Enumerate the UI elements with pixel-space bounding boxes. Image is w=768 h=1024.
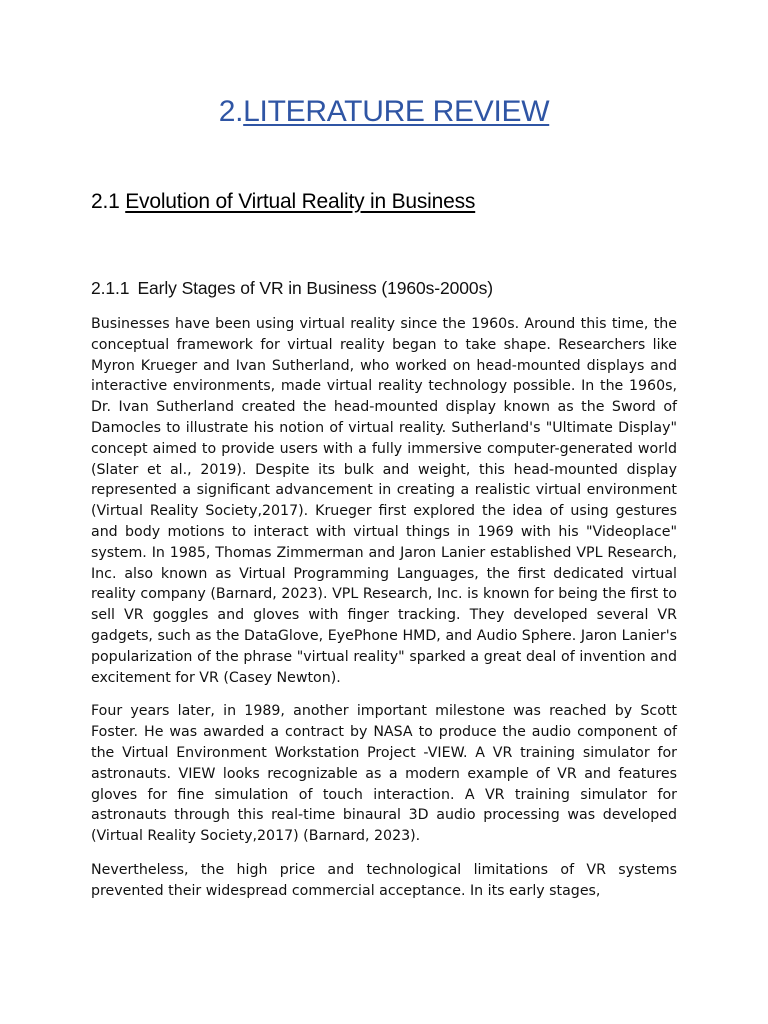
section-title-text: Evolution of Virtual Reality in Business bbox=[125, 190, 476, 213]
paragraph-3: Nevertheless, the high price and technological limitations of VR systems prevented their widespread commercial acceptance. In its early stages, bbox=[91, 861, 677, 899]
chapter-title-text: LITERATURE REVIEW bbox=[243, 95, 550, 128]
section-number: 2.1 bbox=[91, 190, 120, 213]
subsection-title-text: Early Stages of VR in Business (1960s-2000s) bbox=[137, 278, 493, 298]
body-text bbox=[91, 314, 677, 915]
section-heading bbox=[91, 190, 475, 214]
subsection-heading bbox=[91, 278, 493, 299]
paragraph-1: Businesses have been using virtual reality since the 1960s. Around this time, the conceptual framework for virtual reality began to take shape. Researchers like Myron Krueger and Ivan Sutherland, who worked on head-mounted displays and interactive environments, made virtual reality technology possible. In the 1960s, Dr. Ivan Sutherland created the head-mounted display known as the Sword of Damocles to illustrate his notion of virtual reality. Sutherland's "Ultimate Display" concept aimed to provide users with a fully immersive computer-generated world (Slater et al., 2019). Despite its bulk and weight, this head-mounted display represented a significant advancement in creating a realistic virtual environment (Virtual Reality Society,2017). Krueger first explored the idea of using gestures and body motions to interact with virtual things in 1969 with his "Videoplace" system. In 1985, Thomas Zimmerman and Jaron Lanier established VPL Research, Inc. also known as Virtual Programming Languages, the first dedicated virtual reality company (Barnard, 2023). VPL Research, Inc. is known for being the first to sell VR goggles and gloves with finger tracking. They developed several VR gadgets, such as the DataGlove, EyePhone HMD, and Audio Sphere. Jaron Lanier's popularization of the phrase "virtual reality" sparked a great deal of invention and excitement for VR (Casey Newton). bbox=[91, 316, 677, 686]
chapter-number: 2. bbox=[218, 95, 244, 128]
subsection-number: 2.1.1 bbox=[91, 278, 130, 298]
chapter-title bbox=[0, 95, 768, 129]
paragraph-2: Four years later, in 1989, another important milestone was reached by Scott Foster. He was awarded a contract by NASA to produce the audio component of the Virtual Environment Workstation Project -VIEW. A VR training simulator for astronauts. VIEW looks recognizable as a modern example of VR and features gloves for fine simulation of touch interaction. A VR training simulator for astronauts through this real-time binaural 3D audio processing was developed (Virtual Reality Society,2017) (Barnard, 2023). bbox=[91, 703, 677, 845]
